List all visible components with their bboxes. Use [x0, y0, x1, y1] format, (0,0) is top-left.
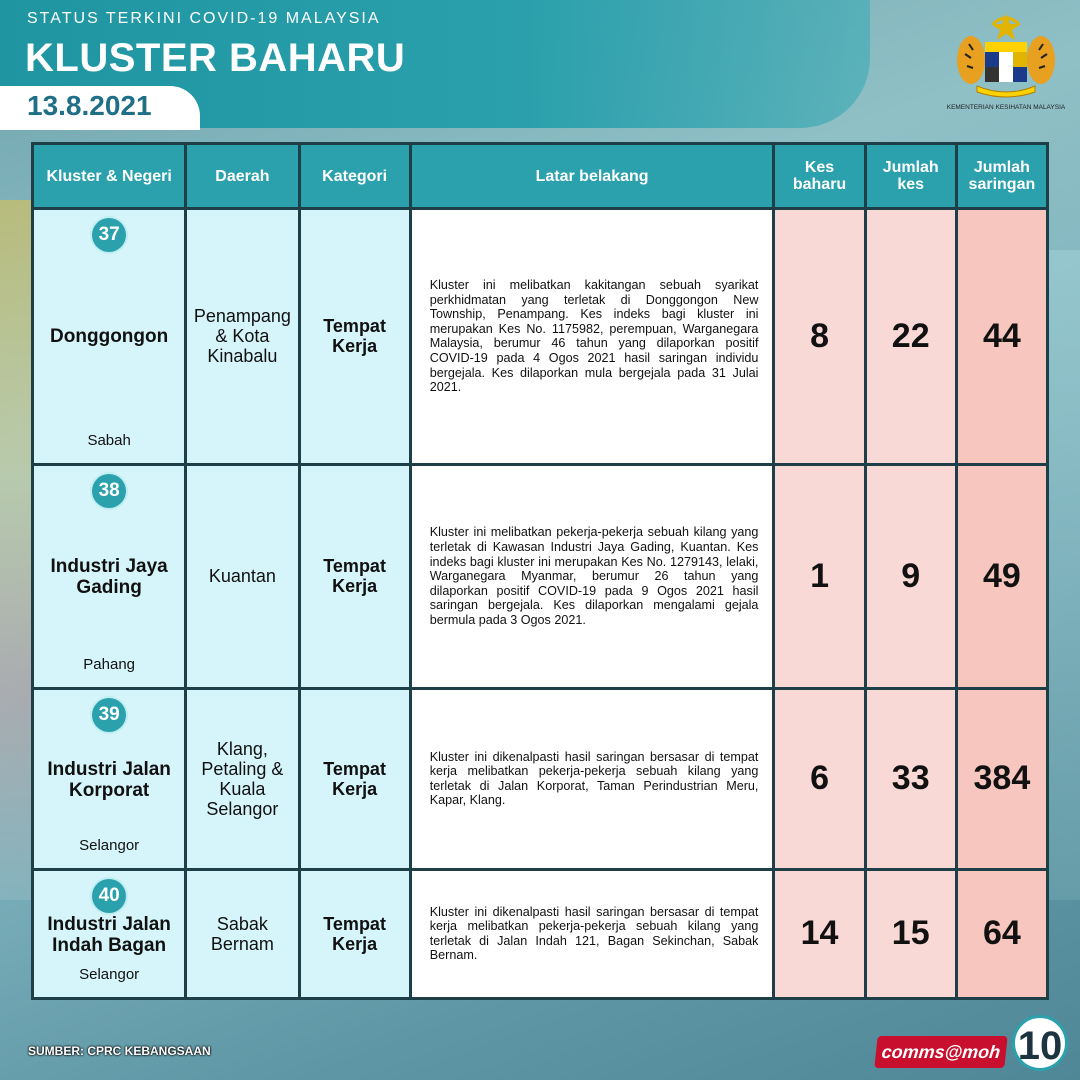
- table-row: [34, 690, 1046, 868]
- background-text: Kluster ini dikenalpasti hasil saringan bersasar di tempat kerja melibatkan pekerja-pekerja sebuah kilang yang terletak di Jalan Korporat, Taman Perindustrian Meru, Kapar, Klang.: [429, 749, 759, 808]
- report-date: 13.8.2021: [27, 90, 152, 121]
- header-kes-baharu: Kes baharu: [775, 145, 863, 207]
- background-text: Kluster ini melibatkan kakitangan sebuah syarikat perkhidmatan yang terletak di Donggongon New Township, Penampang. Kes indeks bagi kluster ini merupakan Kes No. 1175982, perempuan, Warganegara Malaysia, berumur 46 tahun yang dilaporkan positif COVID-19 pada 4 Ogos 2021 hasil saringan individu bergejala. Kes dilaporkan mula bergejala pada 31 Julai 2021.: [429, 278, 759, 395]
- cluster-state: Sabah: [87, 431, 131, 449]
- total-screening-cell: 49: [958, 466, 1046, 687]
- cluster-name: Donggongon: [50, 326, 169, 348]
- cluster-state: Pahang: [83, 656, 135, 674]
- new-cases-cell: 8: [775, 210, 863, 463]
- new-cases-cell: 6: [775, 690, 863, 868]
- district-cell: Kuantan: [187, 466, 297, 687]
- district-cell: Penampang & Kota Kinabalu: [187, 210, 297, 463]
- cluster-number-badge: 40: [92, 879, 126, 913]
- cluster-number-badge: 39: [92, 698, 126, 732]
- coat-of-arms-icon: [951, 10, 1061, 102]
- header-jumlah-saringan: Jumlah saringan: [958, 145, 1046, 207]
- table-header-row: [34, 145, 1046, 207]
- page-title: KLUSTER BAHARU: [25, 36, 406, 80]
- total-screening-cell: 64: [958, 871, 1046, 997]
- ministry-logo: [945, 10, 1067, 120]
- table-row: [34, 466, 1046, 687]
- total-cases-cell: 15: [867, 871, 955, 997]
- cluster-name: Industri Jalan Indah Bagan: [47, 913, 171, 956]
- header-jumlah-kes: Jumlah kes: [867, 145, 955, 207]
- header-kategori: Kategori: [301, 145, 409, 207]
- category-cell: Tempat Kerja: [301, 466, 409, 687]
- cluster-state: Selangor: [79, 836, 140, 854]
- cluster-name: Industri Jalan Korporat: [47, 758, 171, 801]
- category-cell: Tempat Kerja: [301, 690, 409, 868]
- cluster-cell: [34, 210, 184, 463]
- district-cell: Klang, Petaling & Kuala Selangor: [187, 690, 297, 868]
- new-cases-cell: 1: [775, 466, 863, 687]
- header-daerah: Daerah: [187, 145, 297, 207]
- total-screening-cell: 384: [958, 690, 1046, 868]
- comms-moh-badge: comms@moh: [874, 1036, 1007, 1068]
- background-cell: [412, 466, 773, 687]
- cluster-number-badge: 37: [92, 218, 126, 252]
- cluster-cell: [34, 690, 184, 868]
- background-text: Kluster ini dikenalpasti hasil saringan bersasar di tempat kerja melibatkan pekerja-pekerja sebuah kilang yang terletak di Jalan Indah 121, Bagan Sekinchan, Sabak Bernam.: [429, 904, 759, 963]
- cluster-table: [31, 142, 1049, 1000]
- background-cell: [412, 690, 773, 868]
- background-text: Kluster ini melibatkan pekerja-pekerja sebuah kilang yang terletak di Kawasan Industri Jaya Gading, Kuantan. Kes indeks bagi kluster ini merupakan Kes No. 1279143, lelaki, Warganegara Myanmar, berumur 26 tahun yang dilaporkan positif COVID-19 pada 9 Ogos 2021 hasil saringan bergejala. Kes dilaporkan mengalami gejala bermula pada 3 Ogos 2021.: [429, 525, 759, 627]
- total-cases-cell: 22: [867, 210, 955, 463]
- cluster-cell: [34, 466, 184, 687]
- table-row: [34, 871, 1046, 997]
- logo-caption: KEMENTERIAN KESIHATAN MALAYSIA: [946, 104, 1066, 111]
- total-cases-cell: 33: [867, 690, 955, 868]
- table-row: [34, 210, 1046, 463]
- cluster-name: Industri Jaya Gading: [50, 556, 168, 599]
- district-cell: Sabak Bernam: [187, 871, 297, 997]
- background-cell: [412, 210, 773, 463]
- category-cell: Tempat Kerja: [301, 210, 409, 463]
- background-cell: [412, 871, 773, 997]
- total-cases-cell: 9: [867, 466, 955, 687]
- header-kicker: STATUS TERKINI COVID-19 MALAYSIA: [27, 10, 381, 27]
- category-cell: Tempat Kerja: [301, 871, 409, 997]
- cluster-cell: [34, 871, 184, 997]
- total-screening-cell: 44: [958, 210, 1046, 463]
- new-cases-cell: 14: [775, 871, 863, 997]
- page-number: 10: [1012, 1015, 1068, 1071]
- cluster-state: Selangor: [79, 966, 140, 983]
- header-latar-belakang: Latar belakang: [412, 145, 773, 207]
- source-note: SUMBER: CPRC KEBANGSAAN: [28, 1044, 211, 1058]
- header-kluster: Kluster & Negeri: [34, 145, 184, 207]
- cluster-number-badge: 38: [92, 474, 126, 508]
